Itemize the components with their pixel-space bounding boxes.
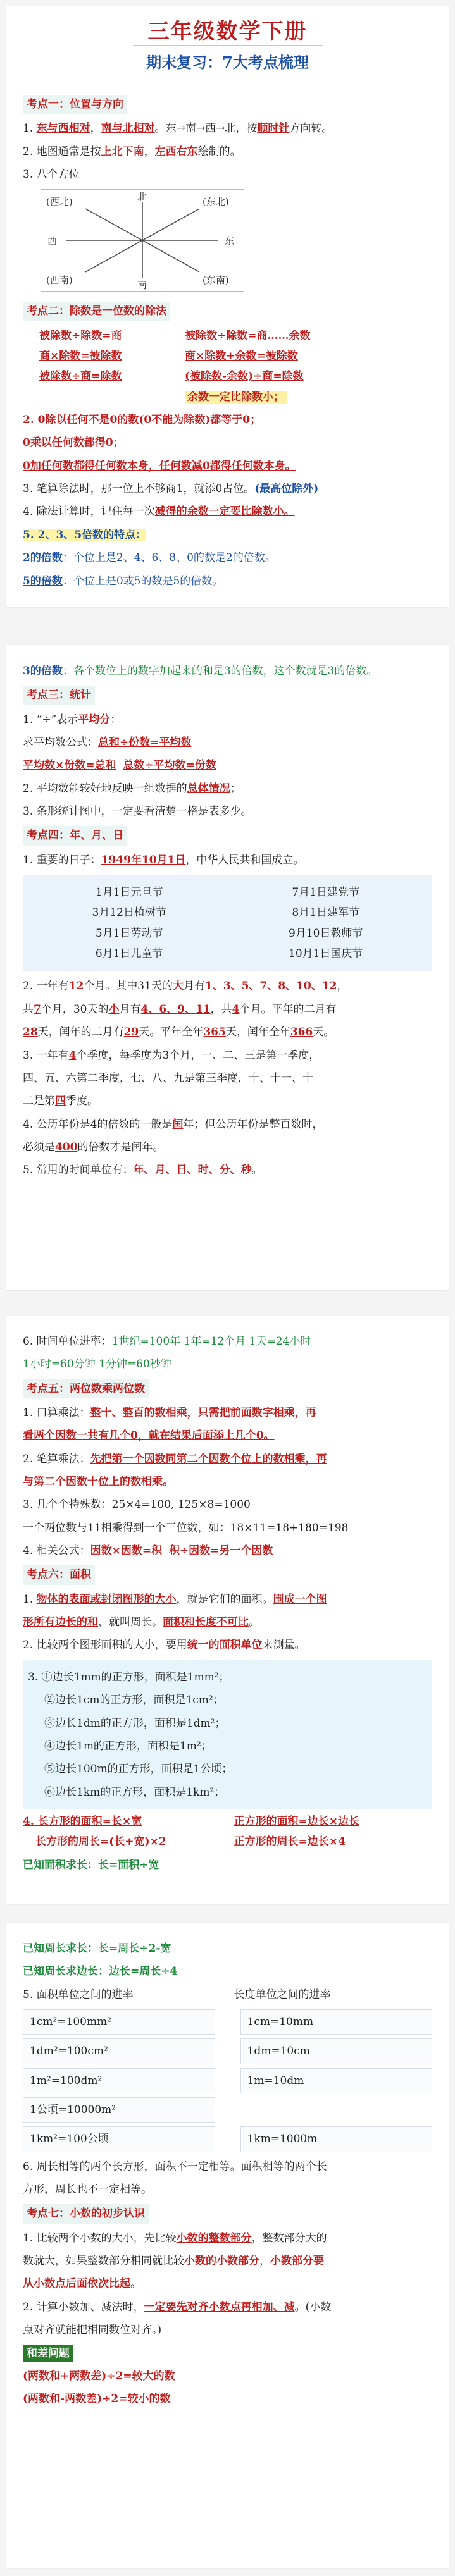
dir-se: (东南) [203,274,229,287]
dir-n: 北 [137,191,147,203]
text-line: 看两个因数一共有几个0，就在结果后面添上几个0。 [23,1429,275,1443]
text-line: 二是第四季度。 [23,1095,98,1108]
text-line: 2. 平均数能较好地反映一组数据的总体情况； [23,782,241,795]
dir-ne: (东北) [203,196,229,208]
unit-heading-row: 5. 面积单位之间的进率 长度单位之间的进率 [23,1988,331,2001]
list-item: ②边长1cm的正方形，面积是1cm²； [44,1694,224,1707]
unit-table [23,2009,432,2152]
list-item: 6月1日儿童节 10月1日国庆节 [95,947,363,961]
text-line: 4. 相关公式：因数×因数=积 积÷因数=另一个因数 [23,1544,273,1558]
page-subtitle: 期末复习：7大考点梳理 [146,53,309,71]
area-unit-list [23,1660,432,1809]
text-line: 3. 一年有4个季度，每季度为3个月，一、二、三是第一季度， [23,1049,320,1062]
text-line: 1. “÷”表示平均分； [23,713,122,726]
text-line: 求平均数公式：总和÷份数=平均数 [23,736,192,749]
text-line: 4. 除法计算时，记住每一次减得的余数一定要比除数小。 [23,505,295,519]
list-item: 3月12日植树节 8月1日建军节 [92,906,360,920]
text-line: 已知面积求长：长=面积÷宽 [23,1858,159,1871]
text-line: 形所有边长的和，就叫周长。面积和长度不可比。 [23,1616,259,1629]
text-line: 3. 几个个特殊数：25×4=100, 125×8=1000 [23,1498,251,1512]
dir-nw: (西北) [46,196,73,208]
text-line: 平均数×份数=总和 总数÷平均数=份数 [23,759,216,772]
text-line: 1小时=60分钟 1分钟=60秒钟 [23,1358,171,1371]
dir-s: 南 [137,280,147,292]
text-line: 6. 周长相等的两个长方形，面积不一定相等。面积相等的两个长 [23,2160,327,2173]
content-1 [6,77,449,607]
text-line: 一个两位数与11相乘得到一个三位数，如：18×11=18+180=198 [23,1521,349,1534]
text-line: 5. 常用的时间单位有：年、月、日、时、分、秒。 [23,1164,263,1177]
text-line: (两数和-两数差)÷2=较小的数 [23,2393,171,2406]
text-line: 2. 地图通常是按上北下南，左西右东绘制的。 [23,145,241,158]
table-cell: 1dm²=100cm² [23,2038,215,2064]
title-area [6,6,449,77]
text-line: 5. 2、3、5倍数的特点： [23,528,147,541]
list-item: ④边长1m的正方形，面积是1m²； [44,1739,212,1753]
text-line: 2的倍数：个位上是2、4、6、8、0的数是2的倍数。 [23,552,276,565]
dir-w: 西 [47,235,58,247]
text-line: 3. 条形统计图中，一定要看清楚一格是表多少。 [23,805,252,818]
table-cell [240,2097,433,2123]
text-line: 2. 计算小数加、减法时，一定要先对齐小数点再相加、减。(小数 [23,2300,332,2314]
text-line: 已知周长求边长：边长=周长÷4 [23,1965,178,1978]
topic-heading: 考点五：两位数乘两位数 [23,1379,149,1398]
table-cell: 1m²=100dm² [23,2068,215,2093]
section-card-4 [6,1923,449,2568]
text-line: 2. 0除以任何不是0的数(0不能为除数)都等于0； [23,414,261,427]
text-line: 5的倍数：个位上是0或5的数是5的倍数。 [23,574,223,588]
list-item: ⑥边长1km的正方形，面积是1km²； [44,1785,225,1799]
text-line: 1. 口算乘法：整十、整百的数相乘，只需把前面数字相乘，再 [23,1407,316,1420]
topic-heading: 考点七：小数的初步认识 [23,2204,149,2223]
dir-sw: (西南) [46,274,73,287]
text-line: 2. 笔算乘法：先把第一个因数同第二个因数个位上的数相乘，再 [23,1452,327,1465]
page-title: 三年级数学下册 [133,14,323,46]
topic-heading: 考点四：年、月、日 [23,826,127,845]
text-line: 3的倍数：各个数位上的数字加起来的和是3的倍数，这个数就是3的倍数。 [23,665,378,677]
text-line: 2. 比较两个图形面积的大小，要用统一的面积单位来测量。 [23,1639,306,1652]
table-cell: 1cm=10mm [240,2009,433,2035]
text-line: 0乘以任何数都得0； [23,436,124,450]
section-card-3 [6,1316,449,1904]
text-line: 1. 物体的表面或封闭图形的大小，就是它们的面积。围成一个图 [23,1593,327,1606]
compass-diagram [41,189,244,292]
list-item: 5月1日劳动节 9月10日教师节 [95,927,363,940]
text-line: (两数和+两数差)÷2=较大的数 [23,2369,175,2382]
content-2 [6,645,449,1197]
text-line: 4. 公历年份是4的倍数的一般是闰年；但公历年份是整百数时， [23,1118,323,1131]
content-4 [6,1923,449,2425]
text-line: 1. 东与西相对，南与北相对。东→南→西→北，按顺时针方向转。 [23,122,333,135]
list-item: ⑤边长100m的正方形，面积是1公顷； [44,1763,233,1776]
section-card-1 [6,6,449,607]
text-line: 与第二个因数十位上的数相乘。 [23,1476,173,1489]
list-item: ③边长1dm的正方形，面积是1dm²； [44,1716,226,1730]
table-cell: 1公顷=10000m² [23,2097,215,2123]
text-line: 3. 笔算除法时，那一位上不够商1，就添0占位。(最高位除外) [23,483,319,496]
formula-grid: 被除数÷除数=商 被除数÷除数=商……余数 商×除数=被除数 商×除数+余数=被除数 被除数÷商=除数 (被除数-余数)÷商=除数 余数一定比除数小； [39,329,311,404]
topic-heading: 考点二：除数是一位数的除法 [23,302,170,321]
text-line: 四、五、六第二季度，七、八、九是第三季度，十、十一、十 [23,1071,313,1085]
list-item: 3. ①边长1mm的正方形，面积是1mm²； [28,1670,230,1684]
text-line: 从小数点后面依次比起。 [23,2277,141,2291]
table-cell: 1dm=10cm [240,2038,433,2064]
list-item: 1月1日元旦节 7月1日建党节 [95,886,360,899]
section-card-2 [6,645,449,1290]
formula-grid: 4. 长方形的面积=长×宽 正方形的面积=边长×边长 长方形的周长=(长+宽)×2 正方形的周长=边长×4 [23,1815,359,1849]
text-line: 方形，周长也不一定相等。 [23,2183,152,2197]
topic-heading: 考点六：面积 [23,1565,95,1584]
text-line: 1. 比较两个小数的大小，先比较小数的整数部分，整数部分大的 [23,2231,327,2245]
text-line: 3. 八个方位 [23,168,80,182]
text-line: 1. 重要的日子：1949年10月1日，中华人民共和国成立。 [23,853,304,866]
content-3 [6,1316,449,1891]
text-line: 0加任何数都得任何数本身，任何数减0都得任何数本身。 [23,459,296,472]
text-line: 6. 时间单位进率：1世纪=100年 1年=12个月 1天=24小时 [23,1335,311,1348]
table-cell: 1km²=100公顷 [23,2126,215,2152]
text-line: 已知周长求长：长=周长÷2-宽 [23,1942,171,1955]
table-cell: 1cm²=100mm² [23,2009,215,2035]
topic-tag: 和差问题 [23,2345,73,2362]
text-line: 2. 一年有12个月。其中31天的大月有1、3、5、7、8、10、12， [23,980,348,993]
text-line: 点对齐就能把相同数位对齐。) [23,2324,162,2337]
text-line: 数就大，如果整数部分相同就比较小数的小数部分，小数部分要 [23,2255,324,2268]
table-cell: 1m=10dm [240,2068,433,2093]
text-line: 必须是400的倍数才是闰年。 [23,1140,164,1154]
topic-heading: 考点一：位置与方向 [23,95,127,114]
topic-heading: 考点三：统计 [23,686,95,705]
dir-e: 东 [225,235,235,247]
holiday-list [23,875,432,971]
text-line: 28天，闰年的二月有29天。平年全年365天，闰年全年366天。 [23,1026,335,1039]
table-cell: 1km=1000m [240,2126,433,2152]
text-line: 共7个月，30天的小月有4、6、9、11，共4个月。平年的二月有 [23,1002,337,1016]
